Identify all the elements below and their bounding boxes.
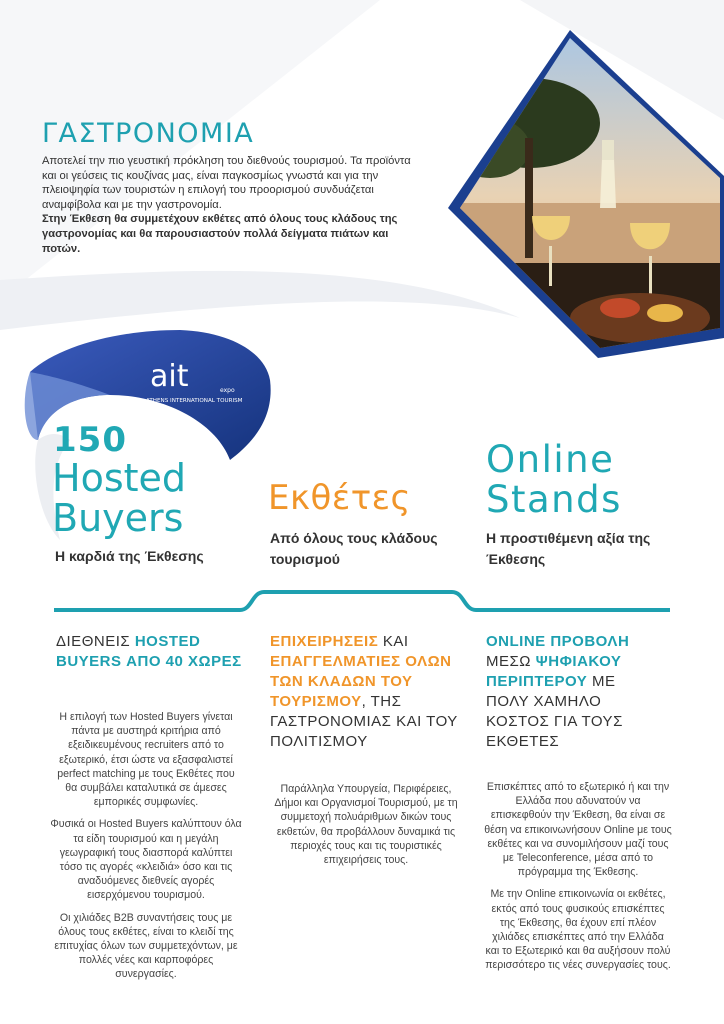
exhibitors-subtitle: Από όλους τους κλάδους τουρισμού — [270, 530, 438, 567]
page-title: ΓΑΣΤΡΟΝΟΜΙΑ — [42, 118, 255, 149]
ait-logo — [140, 352, 255, 408]
hosted-buyers-heading-highlight: HOSTED BUYERS ΑΠΟ 40 ΧΩΡΕΣ — [56, 633, 242, 670]
hosted-buyers-title-line1: Hosted — [52, 456, 187, 500]
hosted-buyers-body — [50, 710, 242, 990]
online-stands-subtitle: Η προστιθέμενη αξία της Έκθεσης — [486, 530, 651, 567]
intro-text — [42, 154, 414, 256]
intro-bold: Στην Έκθεση θα συμμετέχουν εκθέτες από όλους τους κλάδους της γαστρονομίας και θα παρουσιαστούν πολλά δείγματα πιάτων και ποτών. — [42, 213, 398, 255]
gastronomy-photo — [420, 28, 724, 364]
hosted-buyers-p2: Φυσικά οι Hosted Buyers καλύπτουν όλα τα είδη τουρισμού και η μεγάλη γεωγραφική τους διασπορά καλύπτει τόσο τις αγορές «κλειδιά» όσο και τις αναδυόμενες διεθνείς αγορές εισερχόμενου τουρισμού. — [50, 818, 242, 902]
online-stands-title-line2: Stands — [486, 478, 622, 521]
online-heading — [486, 632, 656, 752]
hosted-buyers-p3: Οι χιλιάδες B2B συναντήσεις τους με όλους τους εκθέτες, είναι το κλειδί της επιτυχίας όλων των συμμετεχόντων, με πολλές νέες και καρποφόρες συνεργασίες. — [54, 911, 238, 981]
hosted-buyers-title — [52, 458, 186, 538]
exhibitors-heading — [270, 632, 460, 752]
online-heading-mid: ΜΕΣΩ — [486, 653, 536, 670]
exhibitors-heading-post: , ΤΗΣ ΓΑΣΤΡΟΝΟΜΙΑΣ ΚΑΙ ΤΟΥ ΠΟΛΙΤΙΣΜΟΥ — [270, 693, 458, 750]
exhibitors-heading-mid: ΚΑΙ — [378, 633, 409, 650]
online-heading-hl1: ONLINE ΠΡΟΒΟΛΗ — [486, 633, 630, 650]
online-heading-post: ΜΕ ΠΟΛΥ ΧΑΜΗΛΟ ΚΟΣΤΟΣ ΓΙΑ ΤΟΥΣ ΕΚΘΕΤΕΣ — [486, 673, 623, 750]
exhibitors-title: Εκθέτες — [268, 478, 412, 518]
section-divider — [40, 580, 680, 620]
exhibitors-heading-hl1: ΕΠΙΧΕΙΡΗΣΕΙΣ — [270, 633, 379, 650]
intro-paragraph: Αποτελεί την πιο γευστική πρόκληση του διεθνούς τουρισμού. Τα προϊόντα και οι γεύσεις τις κουζίνας μας, είναι παγκοσμίως γνωστά και για την πλειοψηφία των τουριστών η επιλογή του προορισμού συνδυάζεται αναμφίβολα και με την γαστρονομία. — [42, 155, 411, 211]
online-heading-hl2: ΨΗΦΙΑΚΟΥ ΠΕΡΙΠΤΕΡΟΥ — [486, 653, 622, 690]
online-stands-title-line1: Online — [486, 438, 615, 481]
online-p1: Επισκέπτες από το εξωτερικό ή και την Ελλάδα που αδυνατούν να επισκεφθούν την Έκθεση, θα είναι σε θέση να επικοινωνήσουν Online με τους εκθέτες και να συνομιλήσουν μαζί τους με Teleconference, μέσα από το πρόγραμμα της Έκθεσης. — [484, 781, 672, 879]
exhibitors-body — [268, 782, 464, 875]
hosted-buyers-heading — [56, 632, 246, 672]
hosted-buyers-title-line2: Buyers — [52, 496, 184, 540]
exhibitors-p1: Παράλληλα Υπουργεία, Περιφέρειες, Δήμοι και Οργανισμοί Τουρισμού, με τη συμμετοχή πολυάριθμων δικών τους εκθετών, θα προβάλλουν δυναμικά τις περιοχές τους και τις τουριστικές επιχειρήσεις τους. — [274, 783, 458, 867]
online-body — [484, 780, 672, 981]
hosted-buyers-subtitle: Η καρδιά της Έκθεσης — [55, 548, 204, 564]
hosted-buyers-count: 150 — [53, 420, 127, 460]
online-p2: Με την Online επικοινωνία οι εκθέτες, εκτός από τους φυσικούς επισκέπτες της Έκθεσης, θα έχουν επί πλέον χιλιάδες επισκέπτες από την Ελλάδα και το Εξωτερικό και θα αυξήσουν πολύ περισσότερο τις νέες συνεργασίες τους. — [485, 888, 671, 972]
exhibitors-heading-hl2: ΕΠΑΓΓΕΛΜΑΤΙΕΣ ΟΛΩΝ ΤΩΝ ΚΛΑΔΩΝ ΤΟΥ ΤΟΥΡΙΣΜΟΥ — [270, 653, 452, 710]
logo-mark: ait — [150, 359, 189, 394]
logo-small: expo — [220, 387, 235, 394]
online-stands-title — [486, 440, 622, 520]
hosted-buyers-p1: Η επιλογή των Hosted Buyers γίνεται πάντα με αυστηρά κριτήρια από εξειδικευμένους recruiters από το εξωτερικό, έτσι ώστε να εξασφαλιστεί perfect matching με τους Εκθέτες που θα συμβάλει καταλυτικά σε άμεσες εμπορικές συμφωνίες. — [57, 711, 235, 809]
logo-tagline: ATHENS INTERNATIONAL TOURISM — [146, 398, 243, 404]
hosted-buyers-heading-pre: ΔΙΕΘΝΕΙΣ — [56, 633, 135, 650]
